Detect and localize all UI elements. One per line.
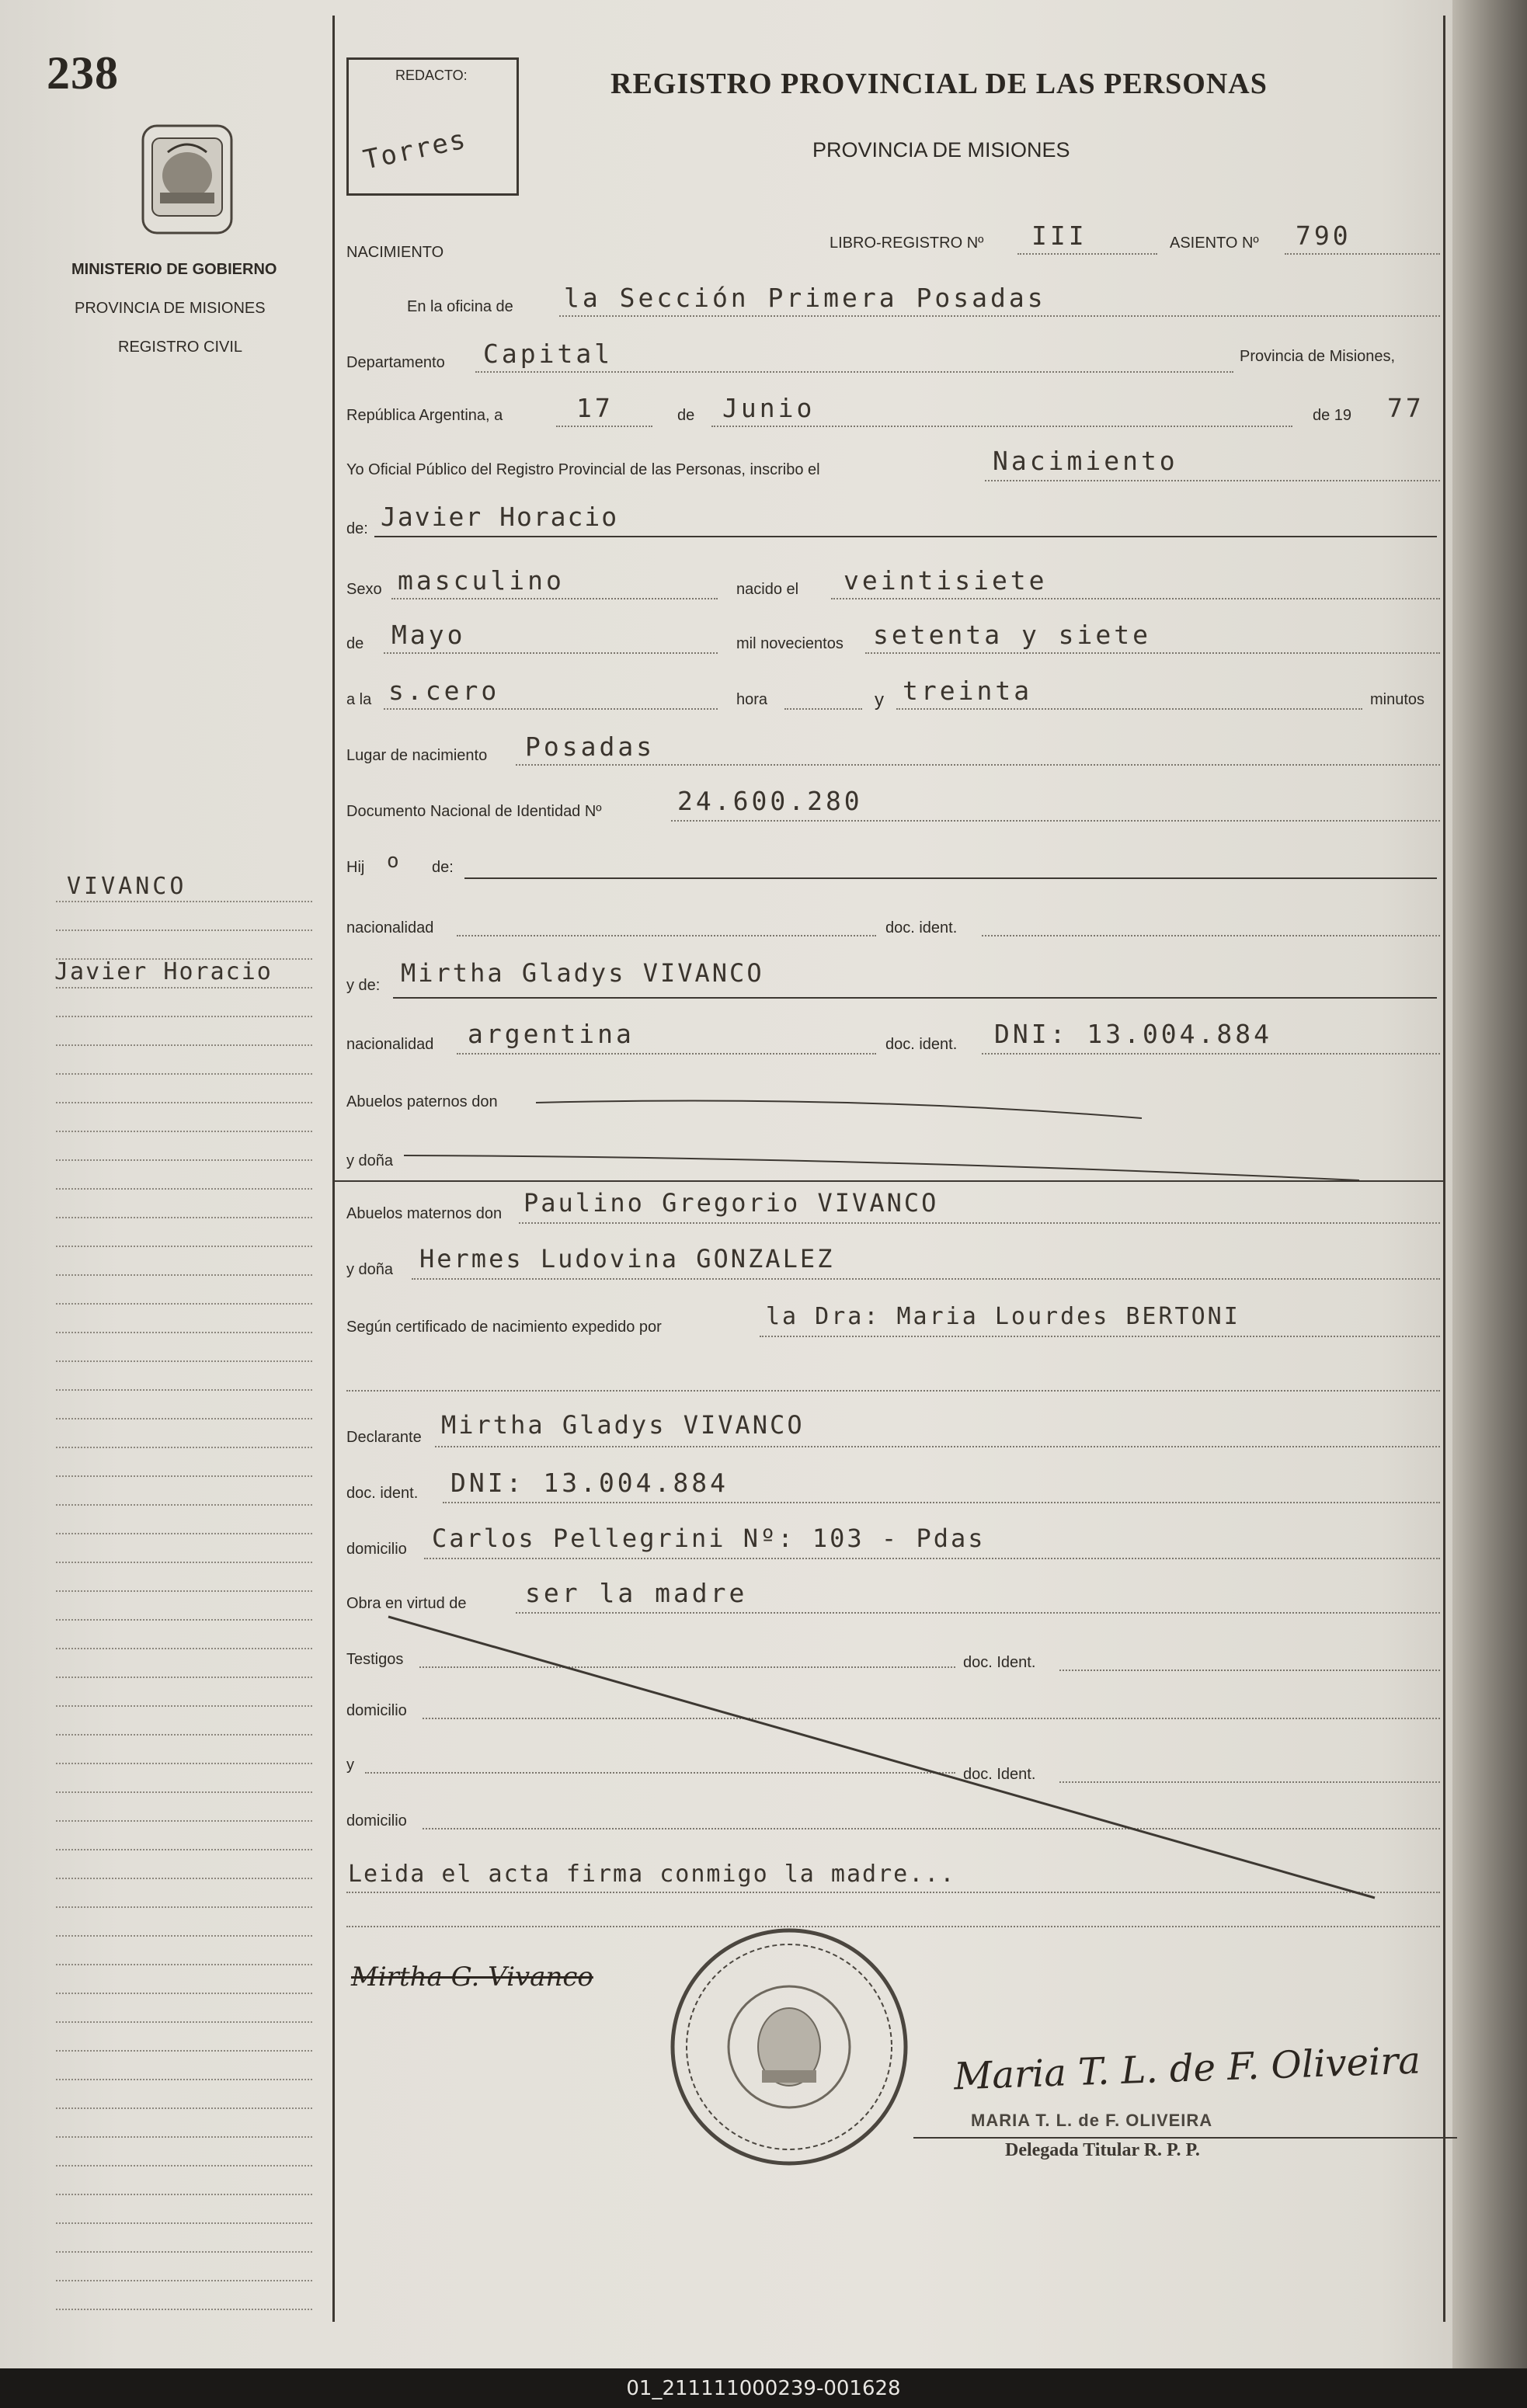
margin-rule-line <box>56 2165 312 2167</box>
anio-value: 77 <box>1387 393 1424 423</box>
margin-rule-line <box>56 1504 312 1506</box>
margin-rule-line <box>56 1332 312 1333</box>
margin-rule-line <box>56 1360 312 1362</box>
obra-label: Obra en virtud de <box>346 1595 467 1612</box>
libro-value: III <box>1031 221 1087 251</box>
margin-rule-line <box>56 1763 312 1764</box>
declarante-label: Declarante <box>346 1429 422 1446</box>
margin-rule-line <box>56 1878 312 1879</box>
signature-line <box>913 2137 1457 2139</box>
margin-rule-line <box>56 1791 312 1793</box>
page-edge <box>1452 0 1527 2368</box>
dotted-line <box>516 764 1440 766</box>
dotted-line <box>365 1772 955 1774</box>
abuela-mat-value: Hermes Ludovina GONZALEZ <box>419 1244 835 1273</box>
mes-value: Junio <box>722 393 816 423</box>
nacido-value: veintisiete <box>844 565 1048 596</box>
hijo-value: o <box>387 850 402 873</box>
official-title: Delegada Titular R. P. P. <box>1005 2140 1200 2160</box>
margin-surname: VIVANCO <box>67 873 187 900</box>
docident3-value: DNI: 13.004.884 <box>450 1468 729 1498</box>
domicilio-label: domicilio <box>346 1541 407 1558</box>
section-divider <box>334 1180 1445 1182</box>
minutos-label: minutos <box>1370 691 1425 708</box>
margin-rule-line <box>56 2194 312 2195</box>
docident4-label: doc. Ident. <box>963 1654 1036 1671</box>
dotted-line <box>559 315 1440 317</box>
de2-label: de <box>346 635 364 652</box>
dotted-line <box>391 598 718 599</box>
margin-rule-line <box>56 2021 312 2023</box>
margin-rule-line <box>56 1849 312 1850</box>
dotted-line <box>896 708 1362 710</box>
dia-value: 17 <box>576 393 614 423</box>
dotted-line <box>457 1053 876 1055</box>
official-name: MARIA T. L. de F. OLIVEIRA <box>971 2111 1213 2130</box>
margin-rule-line <box>56 2136 312 2138</box>
margin-rule-line <box>56 1935 312 1937</box>
obra-value: ser la madre <box>525 1578 748 1608</box>
sexo-value: masculino <box>398 565 565 596</box>
margin-rule-line <box>56 1677 312 1678</box>
redacto-label: REDACTO: <box>395 68 468 83</box>
padre-underline <box>464 877 1437 879</box>
dotted-line <box>865 652 1440 654</box>
margin-rule-line <box>56 1044 312 1046</box>
margin-rule-line <box>56 1562 312 1563</box>
margin-rule-line <box>56 1246 312 1247</box>
madre-value: Mirtha Gladys VIVANCO <box>401 958 764 988</box>
hora-value: s.cero <box>388 676 500 706</box>
registry-title: REGISTRO PROVINCIAL DE LAS PERSONAS <box>610 68 1268 100</box>
y-label: y <box>875 690 884 711</box>
republica-label: República Argentina, a <box>346 407 503 424</box>
margin-rule-line <box>56 2309 312 2310</box>
alas-label: a la <box>346 691 372 708</box>
firma-madre: Mirtha G. Vivanco <box>351 1961 593 1993</box>
y2-label: y <box>346 1756 354 1774</box>
departamento-label: Departamento <box>346 354 445 371</box>
segun-value: la Dra: Maria Lourdes BERTONI <box>766 1303 1240 1330</box>
dotted-line <box>985 480 1440 481</box>
dotted-line <box>519 1222 1440 1224</box>
asiento-value: 790 <box>1296 221 1351 251</box>
dotted-line <box>384 652 718 654</box>
de-year-label: de 19 <box>1313 407 1352 424</box>
dotted-line <box>1285 253 1440 255</box>
dotted-line <box>435 1446 1440 1447</box>
margin-rule-line <box>56 1447 312 1448</box>
docident2-value: DNI: 13.004.884 <box>994 1019 1273 1049</box>
dni-value: 24.600.280 <box>677 786 863 816</box>
dotted-line <box>346 1390 1440 1392</box>
nacionalidad2-label: nacionalidad <box>346 1036 434 1053</box>
mes-nac-value: Mayo <box>391 620 466 650</box>
redacto-value: Torres <box>360 123 470 176</box>
margin-rule-line <box>56 1418 312 1419</box>
departamento-value: Capital <box>483 339 614 369</box>
dotted-line <box>831 598 1440 599</box>
margin-rule-line <box>56 1389 312 1391</box>
dotted-line <box>556 426 652 427</box>
dotted-line <box>1059 1670 1440 1671</box>
dotted-line <box>384 708 718 710</box>
name-underline <box>374 536 1437 537</box>
dotted-line <box>419 1666 955 1668</box>
leida-value: Leida el acta firma conmigo la madre... <box>348 1861 956 1888</box>
domicilio-value: Carlos Pellegrini Nº: 103 - Pdas <box>432 1524 986 1553</box>
margin-rule-line <box>56 1993 312 1994</box>
margin-rule-line <box>56 1016 312 1017</box>
margin-rule-line <box>56 1533 312 1534</box>
footer-image-id: 01_211111000239-001628 <box>626 2377 901 2400</box>
domicilio3-label: domicilio <box>346 1812 407 1829</box>
margin-rule-line <box>56 1590 312 1592</box>
page-number: 238 <box>47 47 119 99</box>
nacionalidad2-value: argentina <box>468 1019 635 1049</box>
margin-rule-line <box>56 2251 312 2253</box>
margin-rule-line <box>56 929 312 931</box>
dni-label: Documento Nacional de Identidad Nº <box>346 803 602 820</box>
dotted-line <box>784 708 862 710</box>
dotted-line <box>443 1502 1440 1503</box>
de-nombre-label: de: <box>346 520 368 537</box>
nacimiento-label: NACIMIENTO <box>346 244 444 261</box>
margin-rule-line <box>56 1188 312 1190</box>
hora-label: hora <box>736 691 768 708</box>
margin-rule-line <box>56 1648 312 1649</box>
right-frame-line <box>1443 16 1445 2322</box>
registry-subtitle: PROVINCIA DE MISIONES <box>812 138 1070 162</box>
registry-label: REGISTRO CIVIL <box>118 339 243 356</box>
dotted-line <box>423 1718 1440 1719</box>
margin-rule-line <box>56 2050 312 2052</box>
margin-rule-line <box>56 958 312 960</box>
segun-label: Según certificado de nacimiento expedido por <box>346 1319 662 1336</box>
margin-rule-line <box>56 1705 312 1707</box>
margin-rule-line <box>56 901 312 902</box>
asiento-label: ASIENTO Nº <box>1170 235 1259 252</box>
province-label: PROVINCIA DE MISIONES <box>75 300 266 317</box>
abuelo-mat-value: Paulino Gregorio VIVANCO <box>523 1188 939 1218</box>
margin-rule-line <box>56 2079 312 2080</box>
margin-rule-line <box>56 1820 312 1822</box>
abuelos-pat-label: Abuelos paternos don <box>346 1093 498 1110</box>
margin-rule-line <box>56 1073 312 1075</box>
domicilio2-label: domicilio <box>346 1702 407 1719</box>
redacto-box <box>346 57 519 196</box>
oficina-label: En la oficina de <box>407 298 513 315</box>
margin-rule-line <box>56 1906 312 1908</box>
margin-rule-line <box>56 1964 312 1965</box>
official-stamp <box>665 1923 913 2171</box>
y-dona2-label: y doña <box>346 1261 394 1278</box>
docident2-label: doc. ident. <box>885 1036 958 1053</box>
margin-rule-line <box>56 1159 312 1161</box>
declarante-value: Mirtha Gladys VIVANCO <box>441 1410 805 1440</box>
margin-rule-line <box>56 1303 312 1305</box>
dotted-line <box>516 1612 1440 1614</box>
dotted-line <box>671 820 1440 822</box>
sexo-label: Sexo <box>346 581 382 598</box>
docident-label: doc. ident. <box>885 919 958 936</box>
dotted-line <box>982 935 1440 936</box>
dotted-line <box>412 1278 1440 1280</box>
dotted-line <box>711 426 1292 427</box>
nombre-value: Javier Horacio <box>381 502 619 532</box>
hijo-de-label: de: <box>432 859 454 876</box>
margin-rule-line <box>56 1102 312 1103</box>
dotted-line <box>475 371 1233 373</box>
margin-rule-line <box>56 2107 312 2109</box>
margin-rule-line <box>56 2280 312 2281</box>
dotted-line <box>424 1558 1440 1559</box>
hijo-label: Hij <box>346 859 365 876</box>
y-de-label: y de: <box>346 977 381 994</box>
docident3-label: doc. ident. <box>346 1485 419 1502</box>
ministry-title: MINISTERIO DE GOBIERNO <box>71 261 277 278</box>
lugar-label: Lugar de nacimiento <box>346 747 488 764</box>
oficina-value: la Sección Primera Posadas <box>564 283 1046 313</box>
dotted-line <box>457 935 876 936</box>
nacido-label: nacido el <box>736 581 799 598</box>
dotted-line <box>760 1336 1440 1337</box>
margin-rule-line <box>56 1734 312 1736</box>
abuelos-mat-label: Abuelos maternos don <box>346 1205 503 1222</box>
inscribo-value: Nacimiento <box>993 446 1178 476</box>
minutos-value: treinta <box>903 676 1033 706</box>
margin-rule-line <box>56 1131 312 1132</box>
anio-nac-value: setenta y siete <box>873 620 1152 650</box>
madre-underline <box>393 997 1437 999</box>
nacionalidad-label: nacionalidad <box>346 919 434 936</box>
dotted-line <box>423 1828 1440 1829</box>
margin-rule-line <box>56 1475 312 1477</box>
margin-rule-line <box>56 1274 312 1276</box>
margin-rule-line <box>56 2222 312 2224</box>
testigos-label: Testigos <box>346 1651 404 1668</box>
docident5-label: doc. Ident. <box>963 1766 1036 1783</box>
y-dona-label: y doña <box>346 1152 394 1169</box>
dotted-line <box>346 1892 1440 1893</box>
coat-of-arms-seal <box>137 121 238 238</box>
lugar-value: Posadas <box>525 731 656 762</box>
oficial-label: Yo Oficial Público del Registro Provincial de las Personas, inscribo el <box>346 461 820 478</box>
de-label: de <box>677 407 695 424</box>
provincia-label: Provincia de Misiones, <box>1240 348 1396 365</box>
libro-label: LIBRO-REGISTRO Nº <box>830 235 984 252</box>
left-frame-line <box>332 16 335 2322</box>
dotted-line <box>1017 253 1157 255</box>
margin-rule-line <box>56 1217 312 1218</box>
margin-rule-line <box>56 1619 312 1621</box>
official-signature: Maria T. L. de F. Oliveira <box>953 2038 1421 2099</box>
dotted-line <box>982 1053 1440 1055</box>
dotted-line <box>1059 1781 1440 1783</box>
mil-label: mil novecientos <box>736 635 844 652</box>
margin-rule-line <box>56 987 312 989</box>
margin-names: Javier Horacio <box>54 958 273 985</box>
